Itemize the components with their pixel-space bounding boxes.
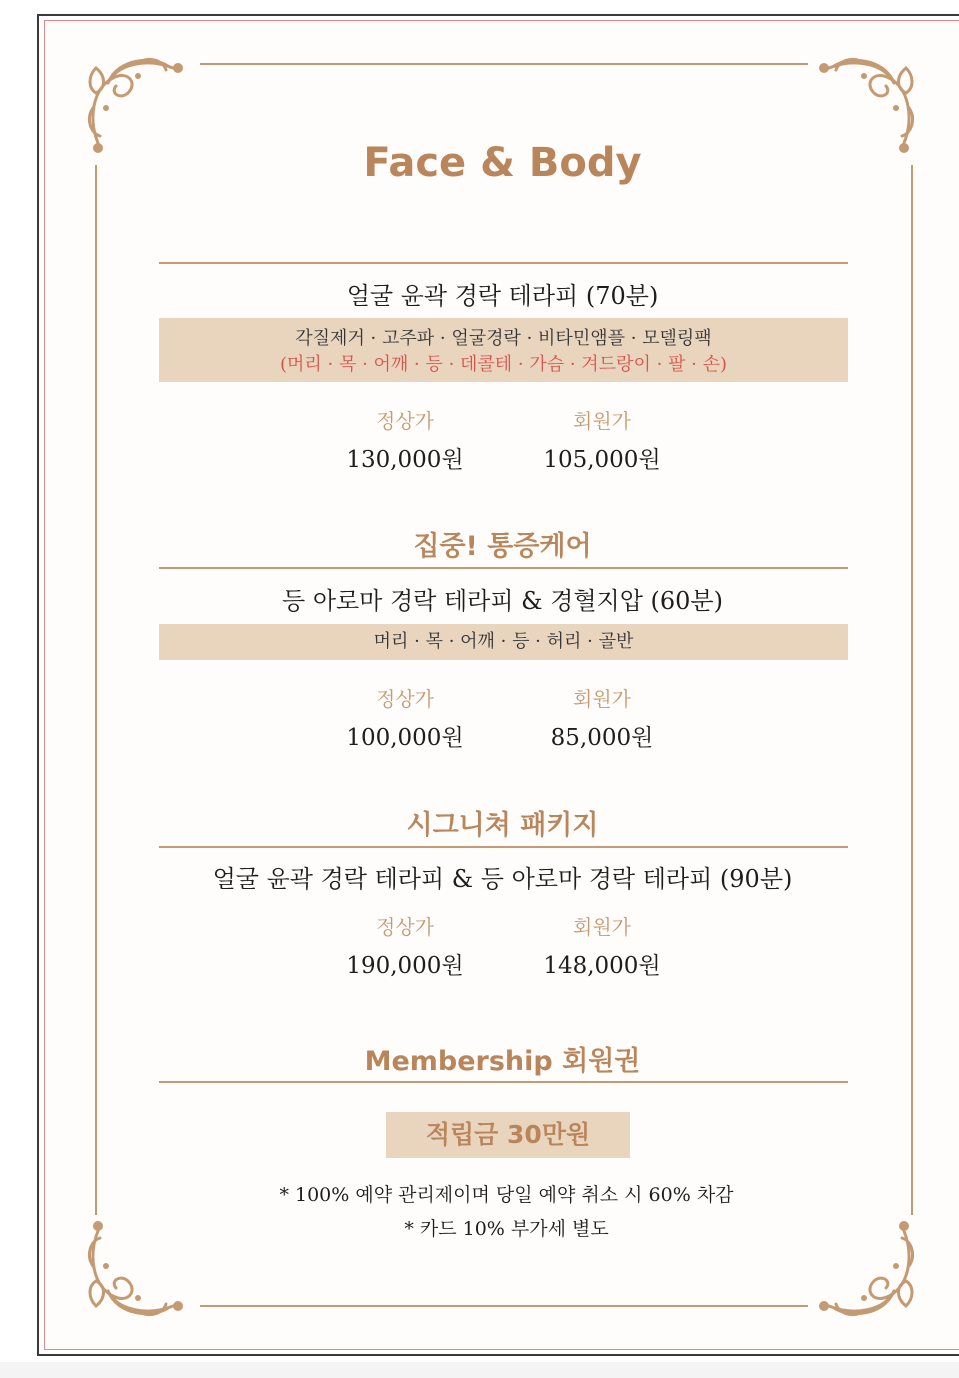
section-divider [159, 846, 848, 848]
treatment-detail: 각질제거 · 고주파 · 얼굴경락 · 비타민앰플 · 모델링팩 [295, 328, 712, 349]
top-frame-line [200, 63, 808, 65]
regular-price-label: 정상가 [376, 687, 434, 711]
vat-note: * 카드 10% 부가세 별도 [404, 1218, 609, 1240]
section-heading: 집중! 통증케어 [413, 531, 592, 562]
treatment-area: 머리 · 목 · 어깨 · 등 · 허리 · 골반 [373, 631, 634, 652]
member-price-label: 회원가 [573, 409, 631, 433]
page-bottom-strip [0, 1362, 959, 1378]
treatment-name: 얼굴 윤곽 경락 테라피 & 등 아로마 경락 테라피 (90분) [212, 865, 793, 893]
treatment-name: 얼굴 윤곽 경락 테라피 (70분) [346, 282, 659, 310]
member-price: 105,000원 [543, 447, 661, 473]
member-price-label: 회원가 [573, 687, 631, 711]
treatment-area: (머리 · 목 · 어깨 · 등 · 데콜테 · 가슴 · 겨드랑이 · 팔 · 손) [280, 354, 727, 375]
treatment-detail-band [159, 624, 848, 660]
membership-heading: Membership 회원권 [364, 1046, 641, 1077]
regular-price: 130,000원 [346, 447, 464, 473]
section-divider [159, 567, 848, 569]
section-heading: 시그니쳐 패키지 [406, 810, 599, 841]
section-divider [159, 262, 848, 264]
regular-price-label: 정상가 [376, 915, 434, 939]
reservation-note: * 100% 예약 관리제이며 당일 예약 취소 시 60% 차감 [279, 1184, 734, 1206]
regular-price-label: 정상가 [376, 409, 434, 433]
member-price-label: 회원가 [573, 915, 631, 939]
regular-price: 100,000원 [346, 725, 464, 751]
bottom-frame-line [200, 1305, 808, 1307]
treatment-detail-band [159, 318, 848, 382]
section-divider [159, 1081, 848, 1083]
membership-badge: 적립금 30만원 [386, 1112, 630, 1158]
page-title: Face & Body [363, 140, 642, 186]
member-price: 148,000원 [543, 953, 661, 979]
treatment-name: 등 아로마 경락 테라피 & 경혈지압 (60분) [282, 587, 723, 615]
regular-price: 190,000원 [346, 953, 464, 979]
member-price: 85,000원 [550, 725, 654, 751]
